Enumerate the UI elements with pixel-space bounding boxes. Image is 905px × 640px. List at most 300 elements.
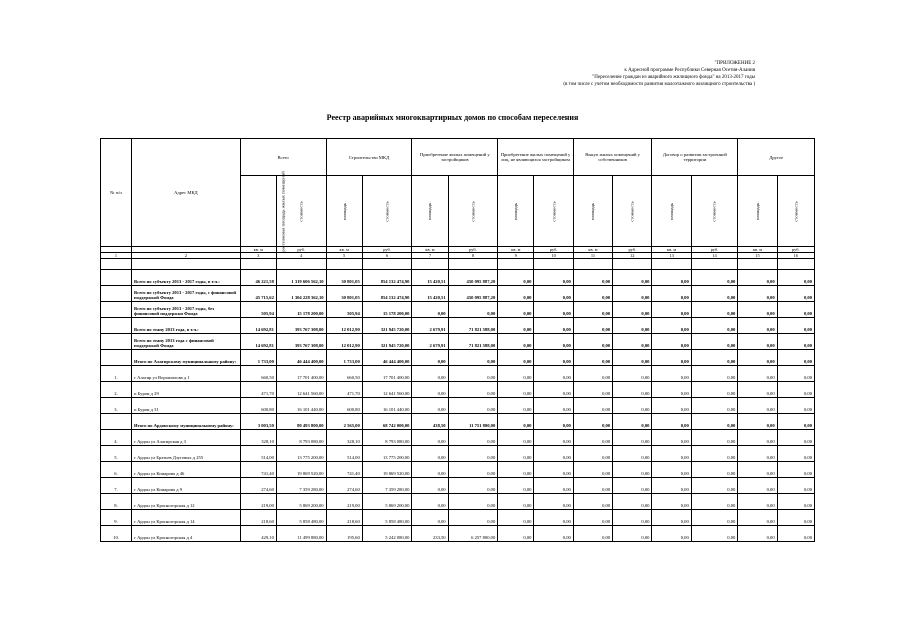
subheader-cost: стоимость — [448, 176, 498, 247]
unit-area: кв. м — [412, 247, 448, 253]
row-value: 13 775 200,00 — [276, 446, 326, 462]
table-row — [101, 494, 815, 510]
row-value: 741,40 — [326, 462, 362, 478]
subheader-cost: стоимость — [276, 176, 326, 247]
header-address: Адрес МКД — [132, 139, 241, 247]
row-value: 0,00 — [777, 430, 814, 446]
row-value: 0,00 — [498, 382, 534, 398]
row-value: 0,00 — [691, 398, 738, 414]
row-value: 0,00 — [412, 494, 448, 510]
row-value: 0,00 — [738, 478, 777, 494]
row-value: 11 751 800,00 — [448, 414, 498, 430]
row-value: 0,00 — [777, 414, 814, 430]
table-row — [101, 446, 815, 462]
col-number: 6 — [362, 253, 412, 259]
row-value: 0,00 — [573, 270, 612, 286]
row-value: 0,00 — [652, 318, 691, 334]
row-number: 3. — [101, 398, 132, 414]
row-value: 0,00 — [777, 478, 814, 494]
col-number: 14 — [691, 253, 738, 259]
row-value: 0,00 — [498, 494, 534, 510]
row-value: 0,00 — [573, 462, 612, 478]
row-value: 0,00 — [498, 414, 534, 430]
row-number — [101, 302, 132, 318]
row-value: 0,00 — [738, 366, 777, 382]
col-number: 5 — [326, 253, 362, 259]
row-value: 274,60 — [240, 478, 276, 494]
header-num: № п/п — [101, 139, 132, 247]
registry-table — [100, 138, 815, 542]
summary-row — [101, 286, 815, 302]
row-value: 0,00 — [534, 334, 573, 350]
row-address: п Бурон д 29 — [132, 382, 241, 398]
row-value: 600,80 — [240, 398, 276, 414]
row-address: г Ардон ул Алагирская д 3 — [132, 430, 241, 446]
row-value: 0,00 — [448, 366, 498, 382]
row-value: 218,60 — [240, 510, 276, 526]
summary-row — [101, 318, 815, 334]
subheader-area: площадь — [326, 176, 362, 247]
row-value: 0,00 — [448, 302, 498, 318]
row-value: 0,00 — [613, 510, 652, 526]
row-number: 8. — [101, 494, 132, 510]
row-address: г Ардон ул Красногорская д 4 — [132, 526, 241, 542]
subheader-area: площадь — [573, 176, 612, 247]
unit-cost: руб. — [362, 247, 412, 253]
row-value: 660,50 — [326, 366, 362, 382]
col-number: 13 — [652, 253, 691, 259]
row-value: 0,00 — [613, 526, 652, 542]
row-value: 0,00 — [534, 398, 573, 414]
row-value: 0,00 — [498, 334, 534, 350]
row-value: 0,00 — [691, 270, 738, 286]
subheader-cost: стоимость — [613, 176, 652, 247]
row-value: 0,00 — [534, 526, 573, 542]
header-group-development-agreement: Договор о развитии застроенной территории — [652, 139, 738, 176]
row-value: 0,00 — [573, 414, 612, 430]
row-value: 0,00 — [777, 286, 814, 302]
row-address: Всего по этапу 2013 года, в т.ч.: — [132, 318, 241, 334]
subheader-area: площадь — [412, 176, 448, 247]
subheader-area: площадь — [738, 176, 777, 247]
row-value: 0,00 — [412, 462, 448, 478]
row-value: 0,00 — [448, 478, 498, 494]
row-value: 0,00 — [652, 430, 691, 446]
row-value: 0,00 — [738, 382, 777, 398]
subheader-cost: стоимость — [691, 176, 738, 247]
row-value: 0,00 — [573, 382, 612, 398]
row-value: 0,00 — [691, 302, 738, 318]
row-value: 0,00 — [738, 430, 777, 446]
row-value: 46 221,58 — [240, 270, 276, 286]
table-row — [101, 382, 815, 398]
row-value: 19 869 520,00 — [276, 462, 326, 478]
table-row — [101, 526, 815, 542]
unit-area: кв. м — [573, 247, 612, 253]
row-value: 12 012,90 — [326, 318, 362, 334]
row-value: 0,00 — [738, 462, 777, 478]
row-value: 0,00 — [573, 526, 612, 542]
row-value: 5 858 480,00 — [362, 510, 412, 526]
row-value: 854 132 474,90 — [362, 286, 412, 302]
row-value: 600,80 — [326, 398, 362, 414]
row-address: г Ардон ул Комарова д 46 — [132, 462, 241, 478]
row-number: 1. — [101, 366, 132, 382]
row-value: 0,00 — [613, 430, 652, 446]
row-value: 0,00 — [777, 318, 814, 334]
row-value: 0,00 — [534, 446, 573, 462]
row-value: 0,00 — [691, 494, 738, 510]
unit-cost: руб. — [534, 247, 573, 253]
row-value: 45 715,62 — [240, 286, 276, 302]
row-value: 0,00 — [652, 462, 691, 478]
row-value: 0,00 — [412, 350, 448, 366]
row-value: 660,50 — [240, 366, 276, 382]
row-value: 0,00 — [534, 414, 573, 430]
row-value: 195,60 — [326, 526, 362, 542]
row-value: 0,00 — [777, 302, 814, 318]
row-value: 450 095 887,20 — [448, 286, 498, 302]
row-value: 0,00 — [691, 382, 738, 398]
row-value: 741,40 — [240, 462, 276, 478]
row-value: 0,00 — [738, 318, 777, 334]
row-value: 0,00 — [777, 382, 814, 398]
row-value: 471,70 — [326, 382, 362, 398]
row-value: 0,00 — [613, 462, 652, 478]
table-row — [101, 510, 815, 526]
row-value: 0,00 — [498, 366, 534, 382]
col-number: 2 — [132, 253, 241, 259]
row-value: 0,00 — [412, 510, 448, 526]
row-value: 393 767 308,00 — [276, 318, 326, 334]
subheader-cost: стоимость — [362, 176, 412, 247]
row-value: 0,00 — [738, 302, 777, 318]
row-value: 12 641 560,00 — [276, 382, 326, 398]
row-value: 0,00 — [613, 446, 652, 462]
row-value: 0,00 — [573, 302, 612, 318]
row-value: 0,00 — [652, 350, 691, 366]
row-value: 0,00 — [777, 366, 814, 382]
row-value: 0,00 — [652, 334, 691, 350]
row-value: 0,00 — [412, 366, 448, 382]
document-title: Реестр аварийных многоквартирных домов по способам переселения — [326, 113, 579, 122]
row-value: 0,00 — [652, 398, 691, 414]
subheader-cost: стоимость — [534, 176, 573, 247]
row-value: 0,00 — [534, 430, 573, 446]
row-value: 0,00 — [498, 302, 534, 318]
table-row — [101, 478, 815, 494]
row-value: 0,00 — [573, 430, 612, 446]
row-value: 0,00 — [498, 318, 534, 334]
row-value: 0,00 — [412, 478, 448, 494]
row-value: 0,00 — [573, 510, 612, 526]
row-value: 0,00 — [534, 350, 573, 366]
row-value: 0,00 — [652, 270, 691, 286]
row-value: 7 359 280,00 — [362, 478, 412, 494]
row-value: 0,00 — [498, 286, 534, 302]
row-number — [101, 270, 132, 286]
col-number: 8 — [448, 253, 498, 259]
appendix-line-1: "ПРИЛОЖЕНИЕ 2 — [714, 61, 755, 66]
unit-cost: руб. — [777, 247, 814, 253]
row-value: 71 821 588,00 — [448, 318, 498, 334]
table-body — [101, 270, 815, 542]
row-address: Всего по этапу 2013 года с финансовой поддержкой Фонда — [132, 334, 241, 350]
row-value: 0,00 — [738, 334, 777, 350]
row-value: 0,00 — [534, 494, 573, 510]
row-value: 71 821 588,00 — [448, 334, 498, 350]
row-value: 0,00 — [652, 382, 691, 398]
row-number — [101, 286, 132, 302]
row-value: 46 444 400,00 — [362, 350, 412, 366]
row-value: 2 679,91 — [412, 318, 448, 334]
row-value: 5 858 480,00 — [276, 510, 326, 526]
row-value: 0,00 — [498, 398, 534, 414]
row-number: 7. — [101, 478, 132, 494]
row-value: 0,00 — [573, 350, 612, 366]
row-value: 0,00 — [777, 526, 814, 542]
row-value: 0,00 — [738, 446, 777, 462]
row-value: 0,00 — [738, 350, 777, 366]
row-value: 0,00 — [652, 286, 691, 302]
row-value: 15 420,51 — [412, 270, 448, 286]
table-row — [101, 366, 815, 382]
row-value: 15 420,51 — [412, 286, 448, 302]
row-number: 2. — [101, 382, 132, 398]
row-value: 0,00 — [691, 526, 738, 542]
table-row — [101, 398, 815, 414]
row-value: 0,00 — [691, 286, 738, 302]
col-number: 1 — [101, 253, 132, 259]
row-value: 12 012,90 — [326, 334, 362, 350]
row-value: 0,00 — [412, 430, 448, 446]
row-value: 8 793 080,00 — [362, 430, 412, 446]
row-value: 0,00 — [412, 382, 448, 398]
unit-area: кв. м — [652, 247, 691, 253]
unit-cost: руб. — [691, 247, 738, 253]
col-number: 9 — [498, 253, 534, 259]
subheader-area: площадь — [652, 176, 691, 247]
row-value: 17 701 400,00 — [276, 366, 326, 382]
unit-area: кв. м — [240, 247, 276, 253]
row-value: 0,00 — [652, 526, 691, 542]
row-value: 0,00 — [691, 350, 738, 366]
row-value: 0,00 — [613, 414, 652, 430]
row-value: 233,50 — [412, 526, 448, 542]
row-address: г Ардон ул Красногорская д 14 — [132, 510, 241, 526]
row-value: 505,94 — [326, 302, 362, 318]
row-number — [101, 318, 132, 334]
row-value: 0,00 — [613, 494, 652, 510]
unit-cost: руб. — [276, 247, 326, 253]
col-number: 16 — [777, 253, 814, 259]
row-value: 0,00 — [613, 350, 652, 366]
row-address: г Алагир ул Ворошилова д 1 — [132, 366, 241, 382]
row-value: 0,00 — [613, 334, 652, 350]
row-address: Всего по субъекту 2013 - 2017 годы, без финансовой поддержки Фонда — [132, 302, 241, 318]
row-value: 0,00 — [448, 462, 498, 478]
summary-row — [101, 302, 815, 318]
row-value: 0,00 — [738, 526, 777, 542]
row-value: 219,00 — [240, 494, 276, 510]
row-value: 17 701 400,00 — [362, 366, 412, 382]
row-value: 0,00 — [738, 494, 777, 510]
row-value: 46 444 400,00 — [276, 350, 326, 366]
row-number: 4. — [101, 430, 132, 446]
row-value: 0,00 — [652, 446, 691, 462]
row-value: 0,00 — [777, 334, 814, 350]
row-value: 514,00 — [326, 446, 362, 462]
row-value: 0,00 — [777, 446, 814, 462]
row-value: 0,00 — [534, 382, 573, 398]
row-value: 3 003,50 — [240, 414, 276, 430]
row-value: 1 304 228 362,10 — [276, 286, 326, 302]
summary-row — [101, 350, 815, 366]
row-value: 0,00 — [448, 382, 498, 398]
row-value: 0,00 — [777, 270, 814, 286]
row-value: 0,00 — [498, 430, 534, 446]
row-value: 0,00 — [412, 446, 448, 462]
row-value: 0,00 — [573, 478, 612, 494]
row-value: 12 641 560,00 — [362, 382, 412, 398]
row-number — [101, 350, 132, 366]
row-address: Итого по Ардонскому муниципальному району: — [132, 414, 241, 430]
row-address: Итого по Алагирскому муниципальному району: — [132, 350, 241, 366]
row-value: 321 945 720,00 — [362, 334, 412, 350]
unit-area: кв. м — [498, 247, 534, 253]
row-value: 15 178 200,00 — [362, 302, 412, 318]
row-value: 218,60 — [326, 510, 362, 526]
row-value: 393 767 308,00 — [276, 334, 326, 350]
summary-row — [101, 414, 815, 430]
unit-cost: руб. — [613, 247, 652, 253]
row-number — [101, 334, 132, 350]
row-value: 16 101 440,00 — [276, 398, 326, 414]
row-value: 13 775 200,00 — [362, 446, 412, 462]
row-value: 0,00 — [498, 270, 534, 286]
row-value: 328,10 — [240, 430, 276, 446]
col-number: 10 — [534, 253, 573, 259]
row-value: 15 178 200,00 — [276, 302, 326, 318]
row-value: 0,00 — [498, 510, 534, 526]
row-address: п Бурон д 31 — [132, 398, 241, 414]
subheader-total-area: расселяемая площадь жилых помещений — [240, 176, 276, 247]
row-value: 0,00 — [573, 334, 612, 350]
row-value: 0,00 — [573, 286, 612, 302]
unit-area: кв. м — [326, 247, 362, 253]
row-value: 14 692,81 — [240, 318, 276, 334]
row-address: Всего по субъекту 2013 - 2017 годы, с финансовой поддержкой Фонда — [132, 286, 241, 302]
row-value: 0,00 — [613, 302, 652, 318]
unit-area: кв. м — [738, 247, 777, 253]
row-value: 0,00 — [448, 398, 498, 414]
row-value: 0,00 — [738, 510, 777, 526]
row-value: 514,00 — [240, 446, 276, 462]
row-value: 0,00 — [691, 510, 738, 526]
row-value: 0,00 — [498, 446, 534, 462]
row-value: 0,00 — [777, 398, 814, 414]
row-value: 0,00 — [534, 318, 573, 334]
row-value: 5 869 200,00 — [276, 494, 326, 510]
row-value: 0,00 — [691, 446, 738, 462]
row-value: 505,94 — [240, 302, 276, 318]
row-value: 5 869 200,00 — [362, 494, 412, 510]
row-value: 854 132 474,90 — [362, 270, 412, 286]
row-value: 0,00 — [738, 270, 777, 286]
row-value: 0,00 — [613, 366, 652, 382]
row-value: 7 359 280,00 — [276, 478, 326, 494]
row-value: 1 733,00 — [326, 350, 362, 366]
col-number: 7 — [412, 253, 448, 259]
row-number — [101, 414, 132, 430]
summary-row — [101, 270, 815, 286]
row-value: 450 095 887,20 — [448, 270, 498, 286]
appendix-line-4: (в том числе с учетом необходимости развития малоэтажного жилищного строительства ) — [563, 82, 755, 87]
row-value: 0,00 — [534, 478, 573, 494]
row-value: 0,00 — [573, 494, 612, 510]
row-number: 10. — [101, 526, 132, 542]
row-value: 0,00 — [498, 350, 534, 366]
row-value: 0,00 — [652, 302, 691, 318]
row-value: 0,00 — [777, 510, 814, 526]
row-number: 6. — [101, 462, 132, 478]
row-value: 0,00 — [448, 350, 498, 366]
row-value: 0,00 — [573, 366, 612, 382]
row-value: 1 319 606 562,10 — [276, 270, 326, 286]
row-value: 0,00 — [777, 494, 814, 510]
row-value: 0,00 — [448, 446, 498, 462]
header-group-construction: Строительство МКД — [326, 139, 412, 176]
row-value: 16 101 440,00 — [362, 398, 412, 414]
row-value: 0,00 — [534, 462, 573, 478]
header-group-buyout: Выкуп жилых помещений у собственников — [573, 139, 652, 176]
row-value: 6 257 800,00 — [448, 526, 498, 542]
header-group-other: Другое — [738, 139, 815, 176]
row-value: 0,00 — [534, 286, 573, 302]
row-value: 274,60 — [326, 478, 362, 494]
row-value: 0,00 — [613, 318, 652, 334]
table-row — [101, 430, 815, 446]
row-value: 438,50 — [412, 414, 448, 430]
appendix-line-2: к Адресной программе Республики Северная Осетия-Алания — [624, 68, 755, 73]
row-value: 0,00 — [691, 366, 738, 382]
row-value: 0,00 — [652, 478, 691, 494]
appendix-note — [455, 60, 755, 88]
row-value: 321 945 720,00 — [362, 318, 412, 334]
row-value: 0,00 — [691, 478, 738, 494]
row-value: 8 793 080,00 — [276, 430, 326, 446]
row-value: 0,00 — [613, 398, 652, 414]
row-number: 5. — [101, 446, 132, 462]
row-value: 0,00 — [738, 398, 777, 414]
row-value: 0,00 — [534, 302, 573, 318]
subheader-cost: стоимость — [777, 176, 814, 247]
row-address: г Ардон ул Комарова д 9 — [132, 478, 241, 494]
col-number: 12 — [613, 253, 652, 259]
header-group-total: Всего — [240, 139, 326, 176]
row-value: 0,00 — [777, 350, 814, 366]
row-value: 471,70 — [240, 382, 276, 398]
row-value: 0,00 — [777, 462, 814, 478]
row-value: 80 493 800,00 — [276, 414, 326, 430]
row-value: 0,00 — [652, 510, 691, 526]
row-value: 0,00 — [498, 526, 534, 542]
row-value: 0,00 — [534, 366, 573, 382]
row-value: 0,00 — [573, 318, 612, 334]
row-value: 2 679,91 — [412, 334, 448, 350]
row-value: 0,00 — [498, 462, 534, 478]
row-value: 68 742 000,00 — [362, 414, 412, 430]
